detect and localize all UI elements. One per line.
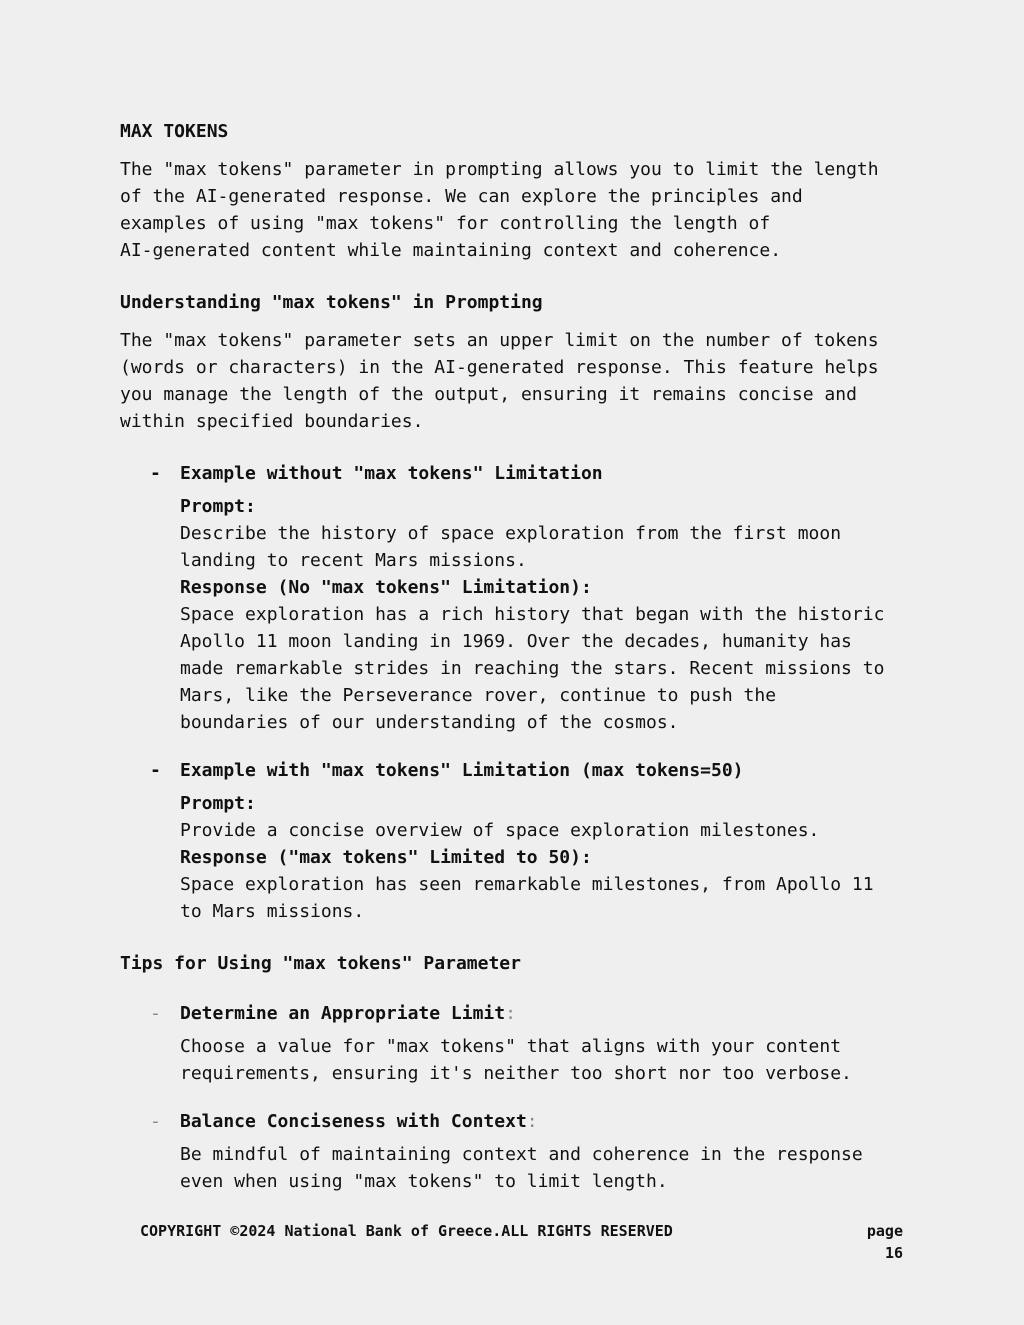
text-line: requirements, ensuring it's neither too short nor too verbose. [180, 1063, 852, 1084]
text-line: Space exploration has a rich history that began with the historic [180, 604, 885, 625]
section-title-understanding: Understanding "max tokens" in Prompting [120, 292, 543, 313]
response-label: Response (No "max tokens" Limitation): [180, 577, 592, 598]
footer-copyright: COPYRIGHT ©2024 National Bank of Greece.ALL RIGHTS RESERVED [140, 1222, 673, 1240]
text-line: Choose a value for "max tokens" that aligns with your content [180, 1036, 842, 1057]
text-line: The "max tokens" parameter sets an upper limit on the number of tokens [120, 330, 879, 351]
tip-colon: : [526, 1111, 538, 1132]
text-line: Be mindful of maintaining context and coherence in the response [180, 1144, 863, 1165]
text-line: within specified boundaries. [120, 411, 424, 432]
text-line: you manage the length of the output, ensuring it remains concise and [120, 384, 857, 405]
bullet-dash: - [150, 1003, 161, 1024]
text-line: to Mars missions. [180, 901, 365, 922]
tip-item [120, 1003, 920, 1087]
section-title-max-tokens: MAX TOKENS [120, 121, 229, 142]
text-line: (words or characters) in the AI-generated response. This feature helps [120, 357, 879, 378]
text-line: Apollo 11 moon landing in 1969. Over the decades, humanity has [180, 631, 852, 652]
prompt-label: Prompt: [180, 793, 256, 814]
text-line: boundaries of our understanding of the cosmos. [180, 712, 679, 733]
document-page [120, 121, 920, 1195]
example-item [120, 760, 920, 925]
bullet-dash: - [150, 1111, 161, 1132]
tip-title [180, 1111, 920, 1133]
page-number: 16 [884, 1244, 903, 1262]
text-line: Mars, like the Perseverance rover, continue to push the [180, 685, 777, 706]
bullet-dash: - [150, 760, 161, 781]
section-title-tips: Tips for Using "max tokens" Parameter [120, 953, 521, 974]
text-line: even when using "max tokens" to limit length. [180, 1171, 668, 1192]
text-line: The "max tokens" parameter in prompting allows you to limit the length [120, 159, 879, 180]
tip-colon: : [505, 1003, 516, 1024]
example-title: Example with "max tokens" Limitation (max tokens=50) [180, 760, 744, 781]
footer-page-number [840, 1220, 903, 1264]
example-item [120, 463, 920, 736]
tips-list [120, 1003, 920, 1195]
example-title: Example without "max tokens" Limitation [180, 463, 603, 484]
bullet-dash: - [150, 463, 161, 484]
intro-paragraph [120, 156, 920, 264]
text-line: AI-generated content while maintaining context and coherence. [120, 240, 782, 261]
understanding-paragraph [120, 327, 920, 435]
examples-list [120, 463, 920, 925]
text-line: examples of using "max tokens" for controlling the length of [120, 213, 771, 234]
page-label: page [866, 1222, 903, 1240]
prompt-label: Prompt: [180, 496, 256, 517]
text-line: Space exploration has seen remarkable milestones, from Apollo 11 [180, 874, 874, 895]
text-line: Describe the history of space exploration from the first moon [180, 523, 842, 544]
text-line: Provide a concise overview of space exploration milestones. [180, 820, 820, 841]
tip-title [180, 1003, 920, 1025]
text-line: of the AI-generated response. We can explore the principles and [120, 186, 803, 207]
text-line: made remarkable strides in reaching the stars. Recent missions to [180, 658, 885, 679]
tip-title-text: Balance Conciseness with Context [180, 1111, 527, 1132]
tip-item [120, 1111, 920, 1195]
text-line: landing to recent Mars missions. [180, 550, 527, 571]
tip-title-text: Determine an Appropriate Limit [180, 1003, 506, 1024]
response-label: Response ("max tokens" Limited to 50): [180, 847, 592, 868]
